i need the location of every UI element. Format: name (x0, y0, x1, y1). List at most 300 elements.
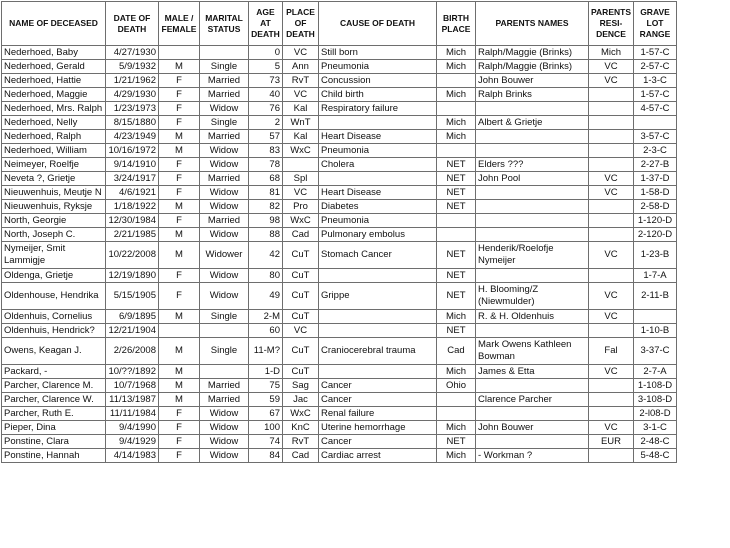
cell-place-of-death: RvT (283, 74, 319, 88)
cell-place-of-death: Kal (283, 130, 319, 144)
cell-parents-residence: VC (589, 186, 634, 200)
cell-name: Parcher, Clarence W. (2, 393, 106, 407)
cell-parents-names: Mark Owens Kathleen Bowman (476, 338, 589, 365)
cell-marital-status: Married (200, 172, 249, 186)
cell-birth-place: NET (437, 435, 476, 449)
cell-name: Nederhoed, William (2, 144, 106, 158)
cell-parents-names: Albert & Grietje (476, 116, 589, 130)
cell-grave-lot-range: 1-58-D (634, 186, 677, 200)
cell-age: 49 (249, 283, 283, 310)
header-name: NAME OF DECEASED (2, 2, 106, 46)
cell-parents-residence: VC (589, 421, 634, 435)
cell-marital-status (200, 365, 249, 379)
cell-sex: F (159, 158, 200, 172)
cell-date-of-death: 12/21/1904 (106, 324, 159, 338)
cell-date-of-death: 4/27/1930 (106, 46, 159, 60)
cell-place-of-death: VC (283, 88, 319, 102)
cell-parents-residence: VC (589, 60, 634, 74)
cell-parents-residence (589, 102, 634, 116)
cell-marital-status: Widow (200, 421, 249, 435)
cell-place-of-death: CuT (283, 365, 319, 379)
cell-marital-status: Widow (200, 407, 249, 421)
cell-age: 84 (249, 449, 283, 463)
header-grave-lot-range: GRAVE LOT RANGE (634, 2, 677, 46)
cell-cause-of-death (319, 365, 437, 379)
cell-parents-residence (589, 393, 634, 407)
cell-date-of-death: 4/14/1983 (106, 449, 159, 463)
table-row (2, 74, 677, 88)
cell-parents-names (476, 144, 589, 158)
cell-name: Nederhoed, Hattie (2, 74, 106, 88)
cell-parents-names: H. Blooming/Z (Niewmulder) (476, 283, 589, 310)
cell-sex: F (159, 269, 200, 283)
cell-date-of-death: 6/9/1895 (106, 310, 159, 324)
cell-name: Nieuwenhuis, Ryksje (2, 200, 106, 214)
cell-birth-place: NET (437, 242, 476, 269)
cell-grave-lot-range: 3-108-D (634, 393, 677, 407)
cell-date-of-death: 5/15/1905 (106, 283, 159, 310)
cell-date-of-death: 2/26/2008 (106, 338, 159, 365)
table-row (2, 116, 677, 130)
cell-cause-of-death: Child birth (319, 88, 437, 102)
cell-parents-residence (589, 130, 634, 144)
cell-sex: F (159, 186, 200, 200)
cell-sex (159, 324, 200, 338)
cell-age: 68 (249, 172, 283, 186)
table-row (2, 242, 677, 269)
cell-cause-of-death: Respiratory failure (319, 102, 437, 116)
cell-birth-place (437, 102, 476, 116)
cell-parents-residence (589, 200, 634, 214)
cell-grave-lot-range: 1-7-A (634, 269, 677, 283)
cell-name: Nederhoed, Ralph (2, 130, 106, 144)
cell-parents-residence: VC (589, 283, 634, 310)
cell-marital-status: Married (200, 214, 249, 228)
cell-place-of-death (283, 158, 319, 172)
cell-age: 2-M (249, 310, 283, 324)
cell-cause-of-death: Heart Disease (319, 130, 437, 144)
cell-parents-names (476, 186, 589, 200)
cell-sex: M (159, 200, 200, 214)
cell-cause-of-death: Still born (319, 46, 437, 60)
cell-parents-names: R. & H. Oldenhuis (476, 310, 589, 324)
header-marital-status: MARITAL STATUS (200, 2, 249, 46)
cell-place-of-death: Ann (283, 60, 319, 74)
cell-date-of-death: 4/23/1949 (106, 130, 159, 144)
header-cause-of-death: CAUSE OF DEATH (319, 2, 437, 46)
cell-age: 98 (249, 214, 283, 228)
cell-name: Oldenhouse, Hendrika (2, 283, 106, 310)
cell-name: Oldenhuis, Cornelius (2, 310, 106, 324)
cell-name: Oldenhuis, Hendrick? (2, 324, 106, 338)
cell-grave-lot-range: 5-48-C (634, 449, 677, 463)
header-row (2, 2, 677, 46)
cell-sex: F (159, 435, 200, 449)
cell-sex (159, 46, 200, 60)
cell-marital-status: Widow (200, 283, 249, 310)
cell-sex: M (159, 393, 200, 407)
cell-parents-names: James & Etta (476, 365, 589, 379)
cell-cause-of-death: Pneumonia (319, 214, 437, 228)
cell-grave-lot-range: 1-37-D (634, 172, 677, 186)
cell-age: 67 (249, 407, 283, 421)
cell-sex: F (159, 172, 200, 186)
cell-parents-names (476, 379, 589, 393)
cell-birth-place: NET (437, 324, 476, 338)
cell-marital-status: Married (200, 393, 249, 407)
cell-place-of-death: WxC (283, 214, 319, 228)
cell-grave-lot-range: 2-120-D (634, 228, 677, 242)
cell-age: 5 (249, 60, 283, 74)
cell-birth-place (437, 228, 476, 242)
cell-grave-lot-range (634, 116, 677, 130)
cell-grave-lot-range: 2-57-C (634, 60, 677, 74)
table-row (2, 421, 677, 435)
cell-cause-of-death: Heart Disease (319, 186, 437, 200)
cell-name: North, Georgie (2, 214, 106, 228)
table-row (2, 324, 677, 338)
cell-parents-names: Elders ??? (476, 158, 589, 172)
cell-marital-status: Widow (200, 269, 249, 283)
cell-age: 82 (249, 200, 283, 214)
cell-date-of-death: 10/7/1968 (106, 379, 159, 393)
cell-cause-of-death: Cholera (319, 158, 437, 172)
cell-parents-residence: VC (589, 242, 634, 269)
cell-parents-residence: VC (589, 74, 634, 88)
cell-cause-of-death (319, 116, 437, 130)
cell-date-of-death: 4/6/1921 (106, 186, 159, 200)
cell-name: Nederhoed, Maggie (2, 88, 106, 102)
cell-place-of-death: CuT (283, 310, 319, 324)
cell-marital-status: Married (200, 130, 249, 144)
cell-parents-names: John Pool (476, 172, 589, 186)
cell-grave-lot-range: 2-48-C (634, 435, 677, 449)
cell-birth-place: NET (437, 172, 476, 186)
cell-place-of-death: Cad (283, 449, 319, 463)
cell-date-of-death: 10/22/2008 (106, 242, 159, 269)
table-row (2, 228, 677, 242)
table-row (2, 338, 677, 365)
cell-marital-status: Widow (200, 158, 249, 172)
cell-grave-lot-range: 2-27-B (634, 158, 677, 172)
cell-cause-of-death: Diabetes (319, 200, 437, 214)
header-parents-names: PARENTS NAMES (476, 2, 589, 46)
cell-date-of-death: 11/13/1987 (106, 393, 159, 407)
cell-cause-of-death: Pulmonary embolus (319, 228, 437, 242)
cell-marital-status: Married (200, 74, 249, 88)
cell-cause-of-death: Cardiac arrest (319, 449, 437, 463)
header-age: AGE AT DEATH (249, 2, 283, 46)
cell-parents-residence (589, 214, 634, 228)
cell-birth-place: Ohio (437, 379, 476, 393)
cell-birth-place: Mich (437, 421, 476, 435)
cell-parents-residence (589, 324, 634, 338)
cell-place-of-death: CuT (283, 283, 319, 310)
table-body (2, 46, 677, 463)
cell-birth-place (437, 74, 476, 88)
cell-parents-residence (589, 116, 634, 130)
cell-grave-lot-range: 3-37-C (634, 338, 677, 365)
cell-grave-lot-range: 2-3-C (634, 144, 677, 158)
cell-parents-names: - Workman ? (476, 449, 589, 463)
cell-birth-place: Mich (437, 449, 476, 463)
cell-sex: M (159, 310, 200, 324)
cell-birth-place (437, 214, 476, 228)
cell-marital-status: Widow (200, 102, 249, 116)
table-row (2, 158, 677, 172)
header-birth-place: BIRTH PLACE (437, 2, 476, 46)
cell-marital-status: Single (200, 116, 249, 130)
cell-name: Parcher, Clarence M. (2, 379, 106, 393)
cell-place-of-death: VC (283, 46, 319, 60)
cell-sex: M (159, 130, 200, 144)
cell-name: Neveta ?, Grietje (2, 172, 106, 186)
cell-grave-lot-range: 4-57-C (634, 102, 677, 116)
cell-date-of-death: 10/??/1892 (106, 365, 159, 379)
cell-cause-of-death (319, 269, 437, 283)
cell-cause-of-death: Renal failure (319, 407, 437, 421)
cell-cause-of-death (319, 310, 437, 324)
cell-birth-place: Cad (437, 338, 476, 365)
cell-parents-names: Henderik/Roelofje Nymeijer (476, 242, 589, 269)
cell-parents-residence (589, 269, 634, 283)
cell-age: 75 (249, 379, 283, 393)
cell-parents-residence: VC (589, 172, 634, 186)
cell-name: Nederhoed, Baby (2, 46, 106, 60)
cell-parents-names (476, 130, 589, 144)
cell-sex: M (159, 338, 200, 365)
cell-birth-place: Mich (437, 116, 476, 130)
cell-parents-residence: Fal (589, 338, 634, 365)
cell-sex: M (159, 379, 200, 393)
cell-name: Neimeyer, Roelfje (2, 158, 106, 172)
table-row (2, 144, 677, 158)
cell-age: 74 (249, 435, 283, 449)
cell-parents-names (476, 435, 589, 449)
cell-grave-lot-range: 1-108-D (634, 379, 677, 393)
cell-grave-lot-range: 2-11-B (634, 283, 677, 310)
cell-parents-residence (589, 379, 634, 393)
cell-grave-lot-range (634, 310, 677, 324)
cell-date-of-death: 12/19/1890 (106, 269, 159, 283)
cell-grave-lot-range: 2-l08-D (634, 407, 677, 421)
cell-date-of-death: 9/4/1990 (106, 421, 159, 435)
table-row (2, 186, 677, 200)
cell-parents-residence: Mich (589, 46, 634, 60)
cell-name: Parcher, Ruth E. (2, 407, 106, 421)
cell-birth-place: Mich (437, 46, 476, 60)
cell-place-of-death: Spl (283, 172, 319, 186)
cell-age: 59 (249, 393, 283, 407)
cell-age: 42 (249, 242, 283, 269)
cell-age: 57 (249, 130, 283, 144)
cell-place-of-death: WnT (283, 116, 319, 130)
cell-marital-status: Widow (200, 228, 249, 242)
cell-date-of-death: 4/29/1930 (106, 88, 159, 102)
cell-parents-names: Ralph Brinks (476, 88, 589, 102)
cell-name: Oldenga, Grietje (2, 269, 106, 283)
cell-date-of-death: 12/30/1984 (106, 214, 159, 228)
cell-place-of-death: Cad (283, 228, 319, 242)
cell-age: 78 (249, 158, 283, 172)
cell-name: Nymeijer, Smit Lammigje (2, 242, 106, 269)
cell-cause-of-death: Stomach Cancer (319, 242, 437, 269)
cell-age: 83 (249, 144, 283, 158)
cell-sex: M (159, 60, 200, 74)
cell-name: Nieuwenhuis, Meutje N (2, 186, 106, 200)
cell-grave-lot-range: 1-10-B (634, 324, 677, 338)
header-parents-residence: PARENTS RESI- DENCE (589, 2, 634, 46)
table-row (2, 407, 677, 421)
cell-cause-of-death (319, 172, 437, 186)
cell-parents-residence (589, 88, 634, 102)
cell-date-of-death: 9/14/1910 (106, 158, 159, 172)
cell-place-of-death: CuT (283, 242, 319, 269)
cell-place-of-death: VC (283, 324, 319, 338)
cell-age: 0 (249, 46, 283, 60)
cell-place-of-death: Kal (283, 102, 319, 116)
cell-place-of-death: VC (283, 186, 319, 200)
cell-date-of-death: 1/23/1973 (106, 102, 159, 116)
cell-birth-place: Mich (437, 130, 476, 144)
table-row (2, 283, 677, 310)
cell-name: Pieper, Dina (2, 421, 106, 435)
cell-birth-place: Mich (437, 60, 476, 74)
cell-marital-status: Widow (200, 435, 249, 449)
cell-birth-place: Mich (437, 88, 476, 102)
cell-age: 40 (249, 88, 283, 102)
cell-cause-of-death: Grippe (319, 283, 437, 310)
cell-name: Ponstine, Clara (2, 435, 106, 449)
table-row (2, 269, 677, 283)
table-row (2, 200, 677, 214)
cell-parents-names: John Bouwer (476, 74, 589, 88)
cell-parents-residence: VC (589, 310, 634, 324)
cell-birth-place: NET (437, 200, 476, 214)
table-row (2, 130, 677, 144)
cell-age: 100 (249, 421, 283, 435)
cell-parents-names (476, 214, 589, 228)
cell-birth-place (437, 393, 476, 407)
cell-date-of-death: 9/4/1929 (106, 435, 159, 449)
cell-parents-names (476, 102, 589, 116)
cell-parents-residence (589, 228, 634, 242)
table-row (2, 449, 677, 463)
cell-marital-status: Married (200, 88, 249, 102)
cell-age: 81 (249, 186, 283, 200)
cell-place-of-death: RvT (283, 435, 319, 449)
cell-marital-status: Widower (200, 242, 249, 269)
cell-age: 80 (249, 269, 283, 283)
cell-marital-status: Married (200, 379, 249, 393)
cell-name: North, Joseph C. (2, 228, 106, 242)
cell-marital-status: Widow (200, 144, 249, 158)
cell-parents-residence: VC (589, 365, 634, 379)
cell-marital-status: Widow (200, 449, 249, 463)
cell-marital-status: Widow (200, 186, 249, 200)
cell-name: Nederhoed, Mrs. Ralph (2, 102, 106, 116)
cell-sex: F (159, 214, 200, 228)
table-row (2, 365, 677, 379)
cell-parents-names (476, 407, 589, 421)
cell-sex: M (159, 228, 200, 242)
cell-sex: M (159, 365, 200, 379)
table-row (2, 60, 677, 74)
cell-birth-place: NET (437, 158, 476, 172)
cell-sex: F (159, 116, 200, 130)
cell-date-of-death: 3/24/1917 (106, 172, 159, 186)
cell-parents-names (476, 269, 589, 283)
cell-cause-of-death: Uterine hemorrhage (319, 421, 437, 435)
cell-grave-lot-range: 1-120-D (634, 214, 677, 228)
table-row (2, 379, 677, 393)
header-date-of-death: DATE OF DEATH (106, 2, 159, 46)
cell-age: 88 (249, 228, 283, 242)
cell-cause-of-death: Craniocerebral trauma (319, 338, 437, 365)
cell-grave-lot-range: 2-7-A (634, 365, 677, 379)
cell-cause-of-death: Cancer (319, 393, 437, 407)
cell-birth-place (437, 407, 476, 421)
cell-date-of-death: 10/16/1972 (106, 144, 159, 158)
cell-birth-place: Mich (437, 310, 476, 324)
cell-grave-lot-range: 1-57-C (634, 46, 677, 60)
table-row (2, 393, 677, 407)
cell-parents-names (476, 228, 589, 242)
cell-name: Ponstine, Hannah (2, 449, 106, 463)
cell-age: 1-D (249, 365, 283, 379)
cell-marital-status: Single (200, 60, 249, 74)
cell-cause-of-death: Cancer (319, 435, 437, 449)
cell-cause-of-death: Cancer (319, 379, 437, 393)
cell-birth-place: NET (437, 186, 476, 200)
cell-marital-status: Widow (200, 200, 249, 214)
cell-sex: M (159, 242, 200, 269)
cell-birth-place: NET (437, 269, 476, 283)
cell-place-of-death: WxC (283, 144, 319, 158)
cell-sex: F (159, 74, 200, 88)
cell-sex: M (159, 144, 200, 158)
cell-marital-status: Single (200, 310, 249, 324)
table-row (2, 214, 677, 228)
cell-sex: F (159, 421, 200, 435)
cell-sex: F (159, 283, 200, 310)
cell-place-of-death: Sag (283, 379, 319, 393)
cell-cause-of-death: Pneumonia (319, 144, 437, 158)
cell-age: 2 (249, 116, 283, 130)
cell-birth-place (437, 144, 476, 158)
cell-parents-names: Ralph/Maggie (Brinks) (476, 46, 589, 60)
cell-date-of-death: 2/21/1985 (106, 228, 159, 242)
cell-date-of-death: 8/15/1880 (106, 116, 159, 130)
deceased-records-table (1, 1, 677, 463)
cell-sex: F (159, 102, 200, 116)
cell-sex: F (159, 88, 200, 102)
cell-parents-names: Ralph/Maggie (Brinks) (476, 60, 589, 74)
cell-grave-lot-range: 1-23-B (634, 242, 677, 269)
cell-name: Nederhoed, Nelly (2, 116, 106, 130)
cell-grave-lot-range: 1-3-C (634, 74, 677, 88)
cell-parents-names: Clarence Parcher (476, 393, 589, 407)
table-row (2, 172, 677, 186)
table-row (2, 46, 677, 60)
cell-grave-lot-range: 3-57-C (634, 130, 677, 144)
cell-parents-residence (589, 144, 634, 158)
cell-cause-of-death: Concussion (319, 74, 437, 88)
cell-age: 60 (249, 324, 283, 338)
cell-grave-lot-range: 1-57-C (634, 88, 677, 102)
cell-cause-of-death (319, 324, 437, 338)
cell-parents-residence (589, 449, 634, 463)
